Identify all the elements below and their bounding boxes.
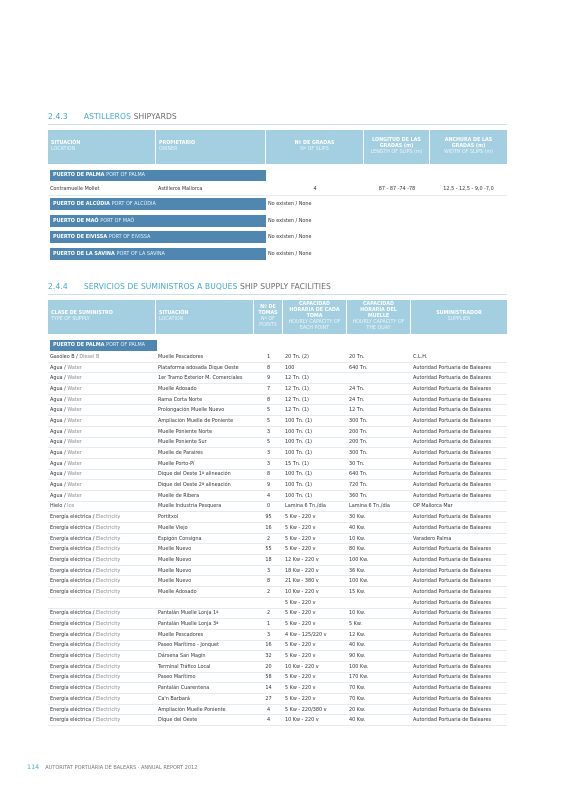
table-row xyxy=(48,523,507,534)
section-divider xyxy=(48,124,507,125)
supply-type: Energía eléctrica / Electricity xyxy=(48,641,156,652)
table-row xyxy=(48,630,507,641)
supply-capacity-quay: 36 Kw. xyxy=(347,566,411,577)
supply-location: Pantalán Muelle Lonja 1ª xyxy=(156,609,254,620)
supply-type: Energía eléctrica / Electricity xyxy=(48,544,156,555)
port-value: No existen / None xyxy=(268,217,312,224)
supply-points xyxy=(254,598,283,609)
supply-capacity-quay: 40 Kw. xyxy=(347,715,411,726)
table-row xyxy=(48,459,507,470)
table-row xyxy=(48,373,507,384)
supply-location: Muelle Poniente Norte xyxy=(156,427,254,438)
header-owner: PROPIETARIO OWNER xyxy=(156,130,266,164)
supply-type: Agua / Water xyxy=(48,427,156,438)
supply-type: Energía eléctrica / Electricity xyxy=(48,587,156,598)
supply-points: 5 xyxy=(254,438,283,449)
supply-location: Dique del Oeste 2ª alineación xyxy=(156,480,254,491)
section-number: 2.4.4 xyxy=(48,282,68,291)
supply-capacity-quay: 40 Kw. xyxy=(347,641,411,652)
supply-capacity-quay: 24 Tn. xyxy=(347,395,411,406)
supply-capacity-point: 100 Tn. (1) xyxy=(283,438,347,449)
table-row xyxy=(48,448,507,459)
supply-capacity-point: 5 Kw - 220 v xyxy=(283,523,347,534)
supply-type: Agua / Water xyxy=(48,480,156,491)
supply-type: Agua / Water xyxy=(48,470,156,481)
supply-points: 4 xyxy=(254,491,283,502)
supply-capacity-quay: 20 Tn. xyxy=(347,352,411,363)
supply-type: Energía eléctrica / Electricity xyxy=(48,523,156,534)
supply-supplier: Varadero Palma xyxy=(411,534,507,545)
table-row xyxy=(48,566,507,577)
supply-capacity-quay: 100 Kw. xyxy=(347,576,411,587)
supply-capacity-point: 15 Tn. (1) xyxy=(283,459,347,470)
supply-capacity-point: 12 Tn. (1) xyxy=(283,395,347,406)
supply-supplier: OP Mallorca Mar xyxy=(411,502,507,513)
table-row xyxy=(48,480,507,491)
supply-points: 16 xyxy=(254,523,283,534)
supply-type: Energía eléctrica / Electricity xyxy=(48,673,156,684)
supply-location: Ampliación Muelle de Poniente xyxy=(156,416,254,427)
table-row xyxy=(48,673,507,684)
supply-supplier: Autoridad Portuaria de Baleares xyxy=(411,683,507,694)
supply-type: Agua / Water xyxy=(48,448,156,459)
supply-location: Dique del Oeste xyxy=(156,715,254,726)
supply-points: 1 xyxy=(254,619,283,630)
header-supplier: SUMINISTRADOR SUPPLIER xyxy=(411,300,507,334)
header-supply-type: CLASE DE SUMINISTRO TYPE OF SUPPLY xyxy=(48,300,156,334)
supply-points: 3 xyxy=(254,630,283,641)
row-width: 12,5 - 12,5 - 9,0 -7,0 xyxy=(430,182,507,196)
supply-capacity-point: 5 Kw - 220/380 v xyxy=(283,705,347,716)
supply-type: Energía eléctrica / Electricity xyxy=(48,651,156,662)
supply-capacity-point: 5 Kw - 220 v xyxy=(283,598,347,609)
port-header-palma: PUERTO DE PALMA PORT OF PALMA xyxy=(48,168,266,182)
supply-capacity-point: 5 Kw - 220 v xyxy=(283,534,347,545)
supply-supplier: Autoridad Portuaria de Baleares xyxy=(411,598,507,609)
table-row xyxy=(48,641,507,652)
supply-points: 9 xyxy=(254,373,283,384)
supply-capacity-quay: 200 Tn. xyxy=(347,438,411,449)
header-capacity-quay: CAPACIDAD HORARIA DEL MUELLE HOURLY CAPACITY OF THE QUAY xyxy=(347,300,411,334)
supply-capacity-quay: 10 Kw. xyxy=(347,609,411,620)
supply-location: Muelle Adosado xyxy=(156,384,254,395)
supply-supplier: Autoridad Portuaria de Baleares xyxy=(411,459,507,470)
supply-capacity-quay xyxy=(347,373,411,384)
supply-location: Prolongación Muelle Nuevo xyxy=(156,405,254,416)
supply-supplier: C.L.H. xyxy=(411,352,507,363)
supply-type: Energía eléctrica / Electricity xyxy=(48,609,156,620)
supply-points: 4 xyxy=(254,715,283,726)
supply-points: 58 xyxy=(254,673,283,684)
supply-points: 55 xyxy=(254,544,283,555)
table-row xyxy=(48,587,507,598)
supply-supplier: Autoridad Portuaria de Baleares xyxy=(411,651,507,662)
row-length: 87 - 87 -74 -78 xyxy=(364,182,430,196)
supply-type: Agua / Water xyxy=(48,395,156,406)
table-row xyxy=(48,694,507,705)
supply-capacity-point: 12 Tn. (1) xyxy=(283,384,347,395)
table-row xyxy=(48,619,507,630)
supply-capacity-quay: 170 Kw. xyxy=(347,673,411,684)
supply-location: Rama Corta Norte xyxy=(156,395,254,406)
supply-location: Muelle de Ribera xyxy=(156,491,254,502)
section-number: 2.4.3 xyxy=(48,112,68,121)
supply-capacity-point: 5 Kw - 220 v xyxy=(283,694,347,705)
section-title-en: SHIPYARDS xyxy=(133,112,177,121)
supply-supplier: Autoridad Portuaria de Baleares xyxy=(411,619,507,630)
supply-capacity-quay: 200 Tn. xyxy=(347,427,411,438)
section-divider xyxy=(48,294,507,295)
supply-type: Energía eléctrica / Electricity xyxy=(48,705,156,716)
supply-location: Terminal Tráfico Local xyxy=(156,662,254,673)
supply-points: 4 xyxy=(254,705,283,716)
supply-capacity-point: 5 Kw - 220 v xyxy=(283,619,347,630)
supply-points: 95 xyxy=(254,512,283,523)
footer-org: AUTORITAT PORTUÀRIA DE BALEARS xyxy=(45,765,137,771)
supply-supplier: Autoridad Portuaria de Baleares xyxy=(411,609,507,620)
table-row xyxy=(48,512,507,523)
supply-location: Dársena San Magín xyxy=(156,651,254,662)
supply-supplier: Autoridad Portuaria de Baleares xyxy=(411,373,507,384)
table-row xyxy=(48,491,507,502)
header-points: Nº DE TOMAS Nº OF POINTS xyxy=(254,300,283,334)
supply-capacity-point: 12 Tn. (1) xyxy=(283,405,347,416)
supply-type: Agua / Water xyxy=(48,373,156,384)
supply-capacity-point: 100 Tn. (1) xyxy=(283,491,347,502)
supply-capacity-quay: 70 Kw. xyxy=(347,683,411,694)
supply-location: Muelle Nuevo xyxy=(156,566,254,577)
supply-type: Agua / Water xyxy=(48,384,156,395)
supply-type: Agua / Water xyxy=(48,363,156,374)
supply-capacity-point: 100 Tn. (1) xyxy=(283,448,347,459)
table-row xyxy=(48,363,507,374)
port-name: PUERTO DE MAÓ PORT OF MAÓ xyxy=(48,213,266,230)
table-row xyxy=(48,662,507,673)
supply-capacity-point: 100 Tn. (1) xyxy=(283,416,347,427)
supply-capacity-quay: 30 Tn. xyxy=(347,459,411,470)
supply-location: Plataforma adosada Dique Oeste xyxy=(156,363,254,374)
supply-points: 20 xyxy=(254,662,283,673)
supply-points: 0 xyxy=(254,502,283,513)
table-row xyxy=(48,405,507,416)
table-row xyxy=(48,576,507,587)
supply-location: Muelle Nuevo xyxy=(156,576,254,587)
table-row xyxy=(48,384,507,395)
supply-supplier: Autoridad Portuaria de Baleares xyxy=(411,576,507,587)
supply-type: Energía eléctrica / Electricity xyxy=(48,576,156,587)
port-row xyxy=(48,229,507,246)
header-location: SITUACIÓN LOCATION xyxy=(48,130,156,164)
supply-supplier: Autoridad Portuaria de Baleares xyxy=(411,384,507,395)
supply-location: Paseo Marítimo - Jonquet xyxy=(156,641,254,652)
supply-capacity-point: 5 Kw - 220 v xyxy=(283,651,347,662)
supply-capacity-point: 5 Kw - 220 v xyxy=(283,544,347,555)
supply-points: 1 xyxy=(254,352,283,363)
supply-points: 8 xyxy=(254,363,283,374)
supply-capacity-point: 5 Kw - 220 v xyxy=(283,683,347,694)
supply-location: Pantalán Cuarentena xyxy=(156,683,254,694)
supply-points: 3 xyxy=(254,448,283,459)
port-row xyxy=(48,196,507,213)
supply-type: Energía eléctrica / Electricity xyxy=(48,662,156,673)
supply-type: Energía eléctrica / Electricity xyxy=(48,694,156,705)
supply-capacity-quay: 100 Kw. xyxy=(347,662,411,673)
supply-type: Hielo / Ice xyxy=(48,502,156,513)
supply-supplier: Autoridad Portuaria de Baleares xyxy=(411,512,507,523)
supply-supplier: Autoridad Portuaria de Baleares xyxy=(411,555,507,566)
supply-capacity-point: 10 Kw - 220 v xyxy=(283,662,347,673)
supply-points: 2 xyxy=(254,609,283,620)
supply-location: Paseo Marítimo xyxy=(156,673,254,684)
supply-location: Muelle Viejo xyxy=(156,523,254,534)
supply-supplier: Autoridad Portuaria de Baleares xyxy=(411,427,507,438)
supply-location: Pantalán Muelle Lonja 3ª xyxy=(156,619,254,630)
supply-capacity-quay: 40 Kw. xyxy=(347,523,411,534)
supply-capacity-quay: 12 Kw. xyxy=(347,630,411,641)
supply-capacity-quay: 100 Kw. xyxy=(347,555,411,566)
supply-supplier: Autoridad Portuaria de Baleares xyxy=(411,470,507,481)
supply-capacity-quay: 24 Tn. xyxy=(347,384,411,395)
supply-capacity-point: 10 Kw - 220 v xyxy=(283,715,347,726)
supply-supplier: Autoridad Portuaria de Baleares xyxy=(411,673,507,684)
port-name: PUERTO DE ALCÚDIA PORT OF ALCÚDIA xyxy=(48,196,266,213)
supply-supplier: Autoridad Portuaria de Baleares xyxy=(411,705,507,716)
supply-points: 2 xyxy=(254,587,283,598)
section-title-ship-supply xyxy=(48,282,331,291)
supply-capacity-point: 100 Tn. (1) xyxy=(283,427,347,438)
supply-supplier: Autoridad Portuaria de Baleares xyxy=(411,694,507,705)
supply-supplier: Autoridad Portuaria de Baleares xyxy=(411,448,507,459)
supply-capacity-quay: Lamina 6 Tn./día xyxy=(347,502,411,513)
table-row xyxy=(48,182,507,196)
supply-location: Portitxol xyxy=(156,512,254,523)
header-slip-width: ANCHURA DE LAS GRADAS (m) WIDTH OF SLIPS (m) xyxy=(430,130,507,164)
supply-capacity-point: 4 Kw - 125/220 v xyxy=(283,630,347,641)
supply-location: Muelle Adosado xyxy=(156,587,254,598)
supply-supplier: Autoridad Portuaria de Baleares xyxy=(411,395,507,406)
supply-points: 3 xyxy=(254,459,283,470)
table-row xyxy=(48,683,507,694)
port-row xyxy=(48,213,507,230)
supply-capacity-point: 100 Tn. (1) xyxy=(283,470,347,481)
supply-capacity-quay: 10 Kw. xyxy=(347,534,411,545)
section-title-es: SERVICIOS DE SUMINISTROS A BUQUES xyxy=(83,282,238,291)
supply-supplier: Autoridad Portuaria de Baleares xyxy=(411,405,507,416)
shipyards-table xyxy=(48,130,507,262)
supply-capacity-quay: 5 Kw. xyxy=(347,619,411,630)
table-row xyxy=(48,609,507,620)
supply-type xyxy=(48,598,156,609)
supply-supplier: Autoridad Portuaria de Baleares xyxy=(411,523,507,534)
port-header-palma: PUERTO DE PALMA PORT OF PALMA xyxy=(48,338,254,352)
supply-location: Dique del Oeste 1ª alineación xyxy=(156,470,254,481)
supply-points: 18 xyxy=(254,555,283,566)
port-row xyxy=(48,246,507,263)
supply-capacity-quay: 70 Kw. xyxy=(347,694,411,705)
table-row xyxy=(48,395,507,406)
supply-supplier: Autoridad Portuaria de Baleares xyxy=(411,566,507,577)
section-title-es: ASTILLEROS xyxy=(83,112,132,121)
supply-capacity-point: 18 Kw - 220 v xyxy=(283,566,347,577)
supply-type: Agua / Water xyxy=(48,405,156,416)
ship-supply-table xyxy=(48,300,507,726)
supply-capacity-quay: 30 Kw. xyxy=(347,512,411,523)
supply-type: Agua / Water xyxy=(48,438,156,449)
supply-type: Energía eléctrica / Electricity xyxy=(48,619,156,630)
supply-supplier: Autoridad Portuaria de Baleares xyxy=(411,363,507,374)
header-location: SITUACIÓN LOCATION xyxy=(156,300,254,334)
table-row xyxy=(48,502,507,513)
table-row xyxy=(48,651,507,662)
supply-points: 3 xyxy=(254,427,283,438)
supply-capacity-point: 20 Tn. (2) xyxy=(283,352,347,363)
supply-capacity-quay xyxy=(347,598,411,609)
row-location: Contramuelle Mollet xyxy=(48,182,156,196)
header-slips: Nº DE GRADAS Nº OF SLIPS xyxy=(266,130,364,164)
supply-points: 32 xyxy=(254,651,283,662)
supply-capacity-quay: 640 Tn. xyxy=(347,363,411,374)
supply-supplier: Autoridad Portuaria de Baleares xyxy=(411,544,507,555)
supply-points: 5 xyxy=(254,405,283,416)
supply-location: Muelle Nuevo xyxy=(156,555,254,566)
table-row xyxy=(48,438,507,449)
table-row xyxy=(48,555,507,566)
supply-supplier: Autoridad Portuaria de Baleares xyxy=(411,662,507,673)
supply-capacity-quay: 20 Kw. xyxy=(347,705,411,716)
supply-type: Energía eléctrica / Electricity xyxy=(48,534,156,545)
supply-type: Agua / Water xyxy=(48,416,156,427)
table-row xyxy=(48,470,507,481)
port-name: PUERTO DE LA SAVINA PORT OF LA SAVINA xyxy=(48,246,266,263)
supply-type: Energía eléctrica / Electricity xyxy=(48,566,156,577)
table-row xyxy=(48,534,507,545)
supply-capacity-point: 5 Kw - 220 v xyxy=(283,609,347,620)
supply-capacity-point: Lamina 6 Tn./día xyxy=(283,502,347,513)
supply-points: 7 xyxy=(254,384,283,395)
supply-capacity-point: 5 Kw - 220 v xyxy=(283,641,347,652)
supply-location: Espigón Consigna xyxy=(156,534,254,545)
supply-location: Muelle Pescadores xyxy=(156,352,254,363)
supply-capacity-quay: 720 Tn. xyxy=(347,480,411,491)
supply-points: 3 xyxy=(254,566,283,577)
supply-capacity-point: 21 Kw - 380 v xyxy=(283,576,347,587)
table-row xyxy=(48,427,507,438)
supply-capacity-quay: 12 Tn. xyxy=(347,405,411,416)
supply-capacity-point: 10 Kw - 220 v xyxy=(283,587,347,598)
supply-supplier: Autoridad Portuaria de Baleares xyxy=(411,630,507,641)
supply-location: Muelle Poniente Sur xyxy=(156,438,254,449)
supply-location: Muelle Porto-Pí xyxy=(156,459,254,470)
supply-supplier: Autoridad Portuaria de Baleares xyxy=(411,641,507,652)
supply-type: Energía eléctrica / Electricity xyxy=(48,715,156,726)
header-slip-length: LONGITUD DE LAS GRADAS (m) LENGTH OF SLIPS (m) xyxy=(364,130,430,164)
supply-type: Energía eléctrica / Electricity xyxy=(48,555,156,566)
supply-points: 9 xyxy=(254,480,283,491)
supply-location: Muelle Nuevo xyxy=(156,544,254,555)
supply-capacity-quay: 15 Kw. xyxy=(347,587,411,598)
supply-supplier: Autoridad Portuaria de Baleares xyxy=(411,587,507,598)
footer-report: ANNUAL REPORT 2012 xyxy=(140,765,198,771)
page-footer xyxy=(27,763,197,771)
table-row xyxy=(48,416,507,427)
page-number: 114 xyxy=(27,763,40,771)
supply-supplier: Autoridad Portuaria de Baleares xyxy=(411,416,507,427)
header-capacity-point: CAPACIDAD HORARIA DE CADA TOMA HOURLY CAPACITY OF EACH POINT xyxy=(283,300,347,334)
supply-capacity-point: 12 Kw - 220 v xyxy=(283,555,347,566)
section-title-shipyards xyxy=(48,112,177,121)
supply-capacity-quay: 360 Tn. xyxy=(347,491,411,502)
supply-capacity-point: 100 xyxy=(283,363,347,374)
supply-capacity-point: 5 Kw - 220 v xyxy=(283,673,347,684)
row-owner: Astilleros Mallorca xyxy=(156,182,266,196)
section-title-en: SHIP SUPPLY FACILITIES xyxy=(239,282,331,291)
table-row xyxy=(48,544,507,555)
supply-capacity-quay: 300 Tn. xyxy=(347,416,411,427)
table-row xyxy=(48,715,507,726)
supply-points: 16 xyxy=(254,641,283,652)
supply-capacity-quay: 640 Tn. xyxy=(347,470,411,481)
footer-separator: · xyxy=(137,765,140,771)
port-value: No existen / None xyxy=(268,234,312,241)
port-name: PUERTO DE EIVISSA PORT OF EIVISSA xyxy=(48,229,266,246)
supply-capacity-quay: 80 Kw. xyxy=(347,544,411,555)
supply-points: 8 xyxy=(254,576,283,587)
supply-location: Ampliación Muelle Poniente xyxy=(156,705,254,716)
supply-type: Agua / Water xyxy=(48,459,156,470)
supply-location: Muelle Pescadores xyxy=(156,630,254,641)
supply-points: 8 xyxy=(254,395,283,406)
supply-capacity-point: 5 Kw - 220 v xyxy=(283,512,347,523)
supply-points: 27 xyxy=(254,694,283,705)
supply-supplier: Autoridad Portuaria de Baleares xyxy=(411,491,507,502)
supply-capacity-point: 12 Tn. (1) xyxy=(283,373,347,384)
supply-supplier: Autoridad Portuaria de Baleares xyxy=(411,715,507,726)
supply-points: 5 xyxy=(254,416,283,427)
supply-capacity-point: 100 Tn. (1) xyxy=(283,480,347,491)
supply-capacity-quay: 90 Kw. xyxy=(347,651,411,662)
supply-type: Energía eléctrica / Electricity xyxy=(48,512,156,523)
supply-supplier: Autoridad Portuaria de Baleares xyxy=(411,480,507,491)
port-value: No existen / None xyxy=(268,201,312,208)
supply-capacity-quay: 300 Tn. xyxy=(347,448,411,459)
supply-location: Ca'n Barbará xyxy=(156,694,254,705)
supply-type: Energía eléctrica / Electricity xyxy=(48,683,156,694)
row-slips: 4 xyxy=(266,182,364,196)
port-value: No existen / None xyxy=(268,250,312,257)
supply-supplier: Autoridad Portuaria de Baleares xyxy=(411,438,507,449)
supply-points: 8 xyxy=(254,470,283,481)
supply-type: Energía eléctrica / Electricity xyxy=(48,630,156,641)
supply-location xyxy=(156,598,254,609)
supply-type: Agua / Water xyxy=(48,491,156,502)
table-row xyxy=(48,598,507,609)
supply-location: Muelle Industria Pesquera xyxy=(156,502,254,513)
supply-location: 1er Tramo Exterior M. Comerciales xyxy=(156,373,254,384)
supply-type: Gasóleo B / Diesel B xyxy=(48,352,156,363)
supply-location: Muelle de Paraires xyxy=(156,448,254,459)
supply-points: 14 xyxy=(254,683,283,694)
supply-points: 2 xyxy=(254,534,283,545)
table-row xyxy=(48,705,507,716)
table-row xyxy=(48,352,507,363)
